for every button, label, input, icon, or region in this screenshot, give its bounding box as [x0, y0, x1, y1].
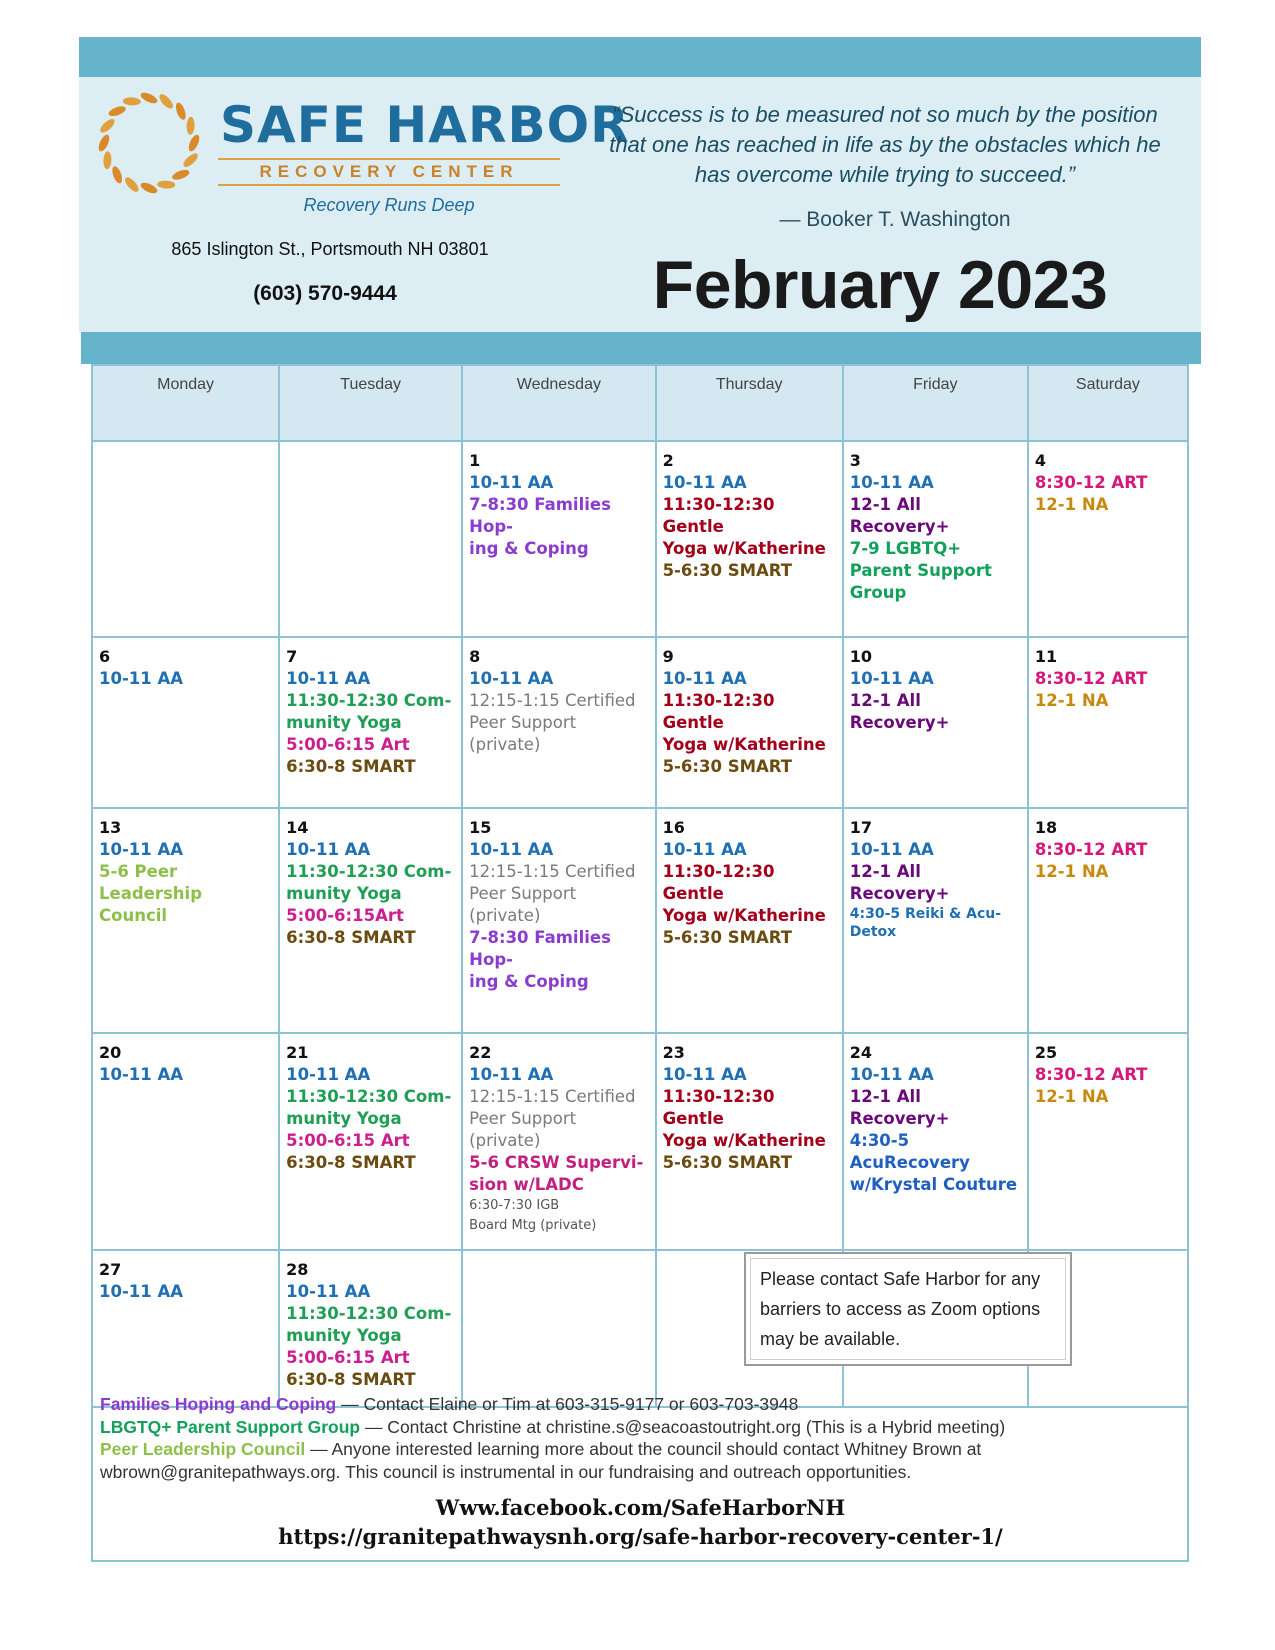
event-line: 10-11 AA [99, 669, 184, 688]
weekday-thursday: Thursday [656, 365, 843, 441]
notice-line: Please contact Safe Harbor for any [760, 1269, 1041, 1289]
event-line: 5-6:30 SMART [662, 757, 792, 776]
event-line: 5:00-6:15Art [286, 906, 404, 925]
event-line: 12-1 All Recovery+ [849, 1087, 950, 1128]
footer-leadership [100, 1438, 1181, 1461]
day-cell-monday [92, 1250, 279, 1407]
event-line: 10-11 AA [469, 473, 554, 492]
event-line: 8:30-12 ART [1034, 669, 1148, 688]
weekday-wednesday: Wednesday [462, 365, 655, 441]
day-number: 18 [1034, 818, 1058, 837]
event-line: munity Yoga [286, 713, 402, 732]
event-line: 11:30-12:30 Gentle [662, 862, 775, 903]
day-number: 14 [286, 818, 309, 837]
day-cell-wednesday [462, 1033, 655, 1250]
logo-leaf-shape [107, 104, 127, 118]
day-number: 22 [469, 1043, 492, 1062]
address: 865 Islington St., Portsmouth NH 03801 [171, 239, 489, 259]
event-line: Yoga w/Katherine [662, 539, 826, 558]
phone-number: (603) 570-9444 [253, 282, 397, 305]
event-line: 6:30-8 SMART [286, 928, 416, 947]
weekday-tuesday: Tuesday [279, 365, 462, 441]
event-line: (private) [469, 906, 541, 925]
event-line: 10-11 AA [469, 669, 554, 688]
day-cell-saturday [1028, 637, 1188, 808]
quote-line: that one has reached in life as by the obstacles which he [609, 132, 1161, 157]
logo-divider [218, 158, 560, 160]
event-line: 10-11 AA [662, 1065, 747, 1084]
logo-leaf-shape [103, 151, 112, 169]
day-number: 15 [469, 818, 492, 837]
day-number: 16 [662, 818, 685, 837]
quote [585, 100, 1185, 190]
event-line: 7-8:30 Families Hop- [469, 928, 611, 969]
day-cell-thursday [656, 637, 843, 808]
event-line: 10-11 AA [469, 1065, 554, 1084]
logo-leaf-shape [97, 133, 112, 153]
event-line: 8:30-12 ART [1034, 473, 1148, 492]
day-cell-wednesday [462, 637, 655, 808]
logo-leaf-shape [157, 92, 175, 111]
lgbt-contact: — Contact Christine at christine.s@seacoastoutright.org (This is a Hybrid meeting) [360, 1416, 1006, 1437]
quote-line: “Success is to be measured not so much by the position [612, 102, 1158, 127]
month-title: February 2023 [652, 247, 1108, 323]
event-line: 10-11 AA [286, 1065, 371, 1084]
event-line: 11:30-12:30 Com- [286, 1304, 452, 1323]
event-line: munity Yoga [286, 884, 402, 903]
day-cell-friday [843, 1033, 1028, 1250]
event-line: Peer Support [469, 713, 577, 732]
day-cell-thursday [656, 1033, 843, 1250]
leadership-contact-cont: wbrown@granitepathways.org. This council is instrumental in our fundraising and outreach opportunities. [100, 1461, 912, 1482]
event-line: 11:30-12:30 Com- [286, 862, 452, 881]
zoom-notice [744, 1252, 1072, 1366]
week-row [92, 808, 1188, 1033]
event-line: w/Krystal Couture [849, 1175, 1018, 1194]
logo-leaf-shape [171, 168, 191, 182]
event-line: 12:15-1:15 Certified [469, 1087, 636, 1106]
event-line: munity Yoga [286, 1326, 402, 1345]
event-line: 5:00-6:15 Art [286, 735, 410, 754]
day-number: 25 [1034, 1043, 1058, 1062]
day-number: 10 [849, 647, 873, 666]
day-cell-monday [92, 637, 279, 808]
event-line: 4:30-5 AcuRecovery [849, 1131, 970, 1172]
day-number: 28 [286, 1260, 309, 1279]
day-cell-monday [92, 808, 279, 1033]
event-line: 5-6:30 SMART [662, 1153, 792, 1172]
logo-leaf-shape [186, 117, 195, 135]
event-line: (private) [469, 1131, 541, 1150]
logo-subtitle: RECOVERY CENTER [259, 162, 519, 181]
header-top-band [79, 37, 1201, 77]
day-cell-friday [843, 441, 1028, 637]
footer-notes [91, 1385, 1189, 1562]
day-cell-friday [843, 808, 1028, 1033]
leadership-contact: — Anyone interested learning more about the council should contact Whitney Brown at [305, 1439, 982, 1459]
day-cell-tuesday [279, 637, 462, 808]
logo-leaf-shape [110, 165, 124, 185]
header-bottom-band [81, 332, 1201, 364]
quote-line: has overcome while trying to succeed.” [694, 162, 1076, 187]
event-line: 10-11 AA [99, 1282, 184, 1301]
event-line: Board Mtg (private) [469, 1218, 597, 1233]
website-link[interactable]: https://granitepathwaysnh.org/safe-harbor-recovery-center-1/ [278, 1524, 1003, 1549]
weekday-friday: Friday [843, 365, 1028, 441]
logo-ring-icon [92, 86, 206, 200]
day-number: 6 [99, 647, 111, 666]
week-row [92, 1033, 1188, 1250]
event-line: 8:30-12 ART [1034, 840, 1148, 859]
event-line: ing & Coping [469, 972, 589, 991]
event-line: 10-11 AA [662, 840, 747, 859]
event-line: 6:30-7:30 IGB [469, 1198, 560, 1213]
facebook-link[interactable]: Www.facebook.com/SafeHarborNH [435, 1495, 846, 1520]
day-number: 23 [662, 1043, 685, 1062]
day-number: 8 [469, 647, 481, 666]
lgbt-label: LBGTQ+ Parent Support Group [100, 1416, 361, 1437]
event-line: 11:30-12:30 Gentle [662, 1087, 775, 1128]
quote-author: — Booker T. Washington [779, 208, 1011, 231]
day-number: 27 [99, 1260, 122, 1279]
event-line: 10-11 AA [849, 840, 934, 859]
event-line: ing & Coping [469, 539, 589, 558]
event-line: 10-11 AA [286, 840, 371, 859]
week-row [92, 637, 1188, 808]
event-line: 10-11 AA [849, 669, 934, 688]
day-cell-thursday [656, 808, 843, 1033]
day-cell-monday [92, 1033, 279, 1250]
event-line: 6:30-8 SMART [286, 1153, 416, 1172]
event-line: sion w/LADC [469, 1175, 584, 1194]
families-contact: — Contact Elaine or Tim at 603-315-9177 or 603-703-3948 [336, 1394, 799, 1414]
event-line: 11:30-12:30 Gentle [662, 495, 775, 536]
event-line: Group [849, 583, 907, 602]
day-cell-monday [92, 441, 279, 637]
day-cell-saturday [1028, 441, 1188, 637]
event-line: Yoga w/Katherine [662, 1131, 826, 1150]
event-line: 5-6 Peer Leadership [99, 862, 203, 903]
day-cell-friday [843, 637, 1028, 808]
event-line: 11:30-12:30 Com- [286, 691, 452, 710]
event-line: 6:30-8 SMART [286, 1370, 416, 1389]
day-cell-wednesday [462, 1250, 655, 1407]
logo-leaf-shape [157, 180, 175, 189]
day-number: 7 [286, 647, 298, 666]
day-number: 4 [1034, 451, 1046, 470]
event-line: 7-9 LGBTQ+ [849, 539, 962, 558]
event-line: Peer Support [469, 884, 577, 903]
families-label: Families Hoping and Coping [100, 1394, 337, 1414]
tagline: Recovery Runs Deep [303, 195, 475, 215]
logo-leaf-shape [123, 175, 141, 194]
logo-leaf-shape [139, 181, 159, 196]
event-line: 4:30-5 Reiki & Acu- [849, 906, 1002, 922]
logo-leaf-shape [174, 101, 188, 121]
day-number: 13 [99, 818, 122, 837]
day-number: 24 [849, 1043, 873, 1062]
event-line: 5-6:30 SMART [662, 561, 792, 580]
weekday-header-row [92, 365, 1188, 441]
day-cell-tuesday [279, 1250, 462, 1407]
logo-leaf-shape [187, 133, 202, 153]
event-line: 10-11 AA [662, 473, 747, 492]
footer-families [100, 1393, 1181, 1416]
footer-links [100, 1493, 1181, 1551]
day-number: 11 [1034, 647, 1058, 666]
event-line: 5:00-6:15 Art [286, 1131, 410, 1150]
day-cell-tuesday [279, 808, 462, 1033]
day-cell-saturday [1028, 808, 1188, 1033]
event-line: 5:00-6:15 Art [286, 1348, 410, 1367]
event-line: 6:30-8 SMART [286, 757, 416, 776]
day-cell-saturday [1028, 1033, 1188, 1250]
notice-line: barriers to access as Zoom options [760, 1299, 1041, 1319]
day-number: 21 [286, 1043, 309, 1062]
event-line: munity Yoga [286, 1109, 402, 1128]
event-line: 12-1 NA [1034, 691, 1109, 710]
footer-lgbt [100, 1416, 1181, 1439]
notice-line: may be available. [760, 1329, 901, 1349]
logo-leaf-shape [98, 117, 117, 135]
event-line: Peer Support [469, 1109, 577, 1128]
event-line: 12-1 NA [1034, 1087, 1109, 1106]
event-line: 12:15-1:15 Certified [469, 862, 636, 881]
day-number: 3 [849, 451, 861, 470]
event-line: 5-6:30 SMART [662, 928, 792, 947]
logo-leaf-shape [123, 97, 141, 106]
event-line: 5-6 CRSW Supervi- [469, 1153, 644, 1172]
day-cell-tuesday [279, 1033, 462, 1250]
day-number: 9 [662, 647, 674, 666]
event-line: 10-11 AA [99, 1065, 184, 1084]
event-line: 7-8:30 Families Hop- [469, 495, 611, 536]
event-line: 10-11 AA [662, 669, 747, 688]
day-number: 20 [99, 1043, 122, 1062]
event-line: 8:30-12 ART [1034, 1065, 1148, 1084]
day-number: 2 [662, 451, 674, 470]
leadership-label: Peer Leadership Council [100, 1439, 306, 1459]
event-line: 10-11 AA [469, 840, 554, 859]
event-line: 12-1 NA [1034, 495, 1109, 514]
day-cell-thursday [656, 441, 843, 637]
event-line: Yoga w/Katherine [662, 735, 826, 754]
event-line: 12-1 NA [1034, 862, 1109, 881]
event-line: 10-11 AA [849, 473, 934, 492]
event-line: 12-1 All Recovery+ [849, 862, 950, 903]
event-line: 11:30-12:30 Com- [286, 1087, 452, 1106]
event-line: (private) [469, 735, 541, 754]
event-line: 12-1 All Recovery+ [849, 495, 950, 536]
event-line: 11:30-12:30 Gentle [662, 691, 775, 732]
logo-leaf-shape [139, 91, 159, 106]
weekday-monday: Monday [92, 365, 279, 441]
event-line: 12:15-1:15 Certified [469, 691, 636, 710]
event-line: 10-11 AA [286, 1282, 371, 1301]
day-cell-tuesday [279, 441, 462, 637]
event-line: 10-11 AA [99, 840, 184, 859]
day-number: 1 [469, 451, 481, 470]
event-line: 10-11 AA [286, 669, 371, 688]
logo-title: SAFE HARBOR [220, 96, 630, 154]
day-cell-wednesday [462, 808, 655, 1033]
logo-leaf-shape [181, 151, 200, 169]
event-line: Parent Support [849, 561, 992, 580]
logo-divider [218, 184, 560, 186]
event-line: 12-1 All Recovery+ [849, 691, 950, 732]
event-line: Detox [849, 924, 897, 940]
day-cell-wednesday [462, 441, 655, 637]
week-row [92, 441, 1188, 637]
event-line: Yoga w/Katherine [662, 906, 826, 925]
event-line: 10-11 AA [849, 1065, 934, 1084]
event-line: Council [99, 906, 168, 925]
day-number: 17 [849, 818, 873, 837]
weekday-saturday: Saturday [1028, 365, 1188, 441]
